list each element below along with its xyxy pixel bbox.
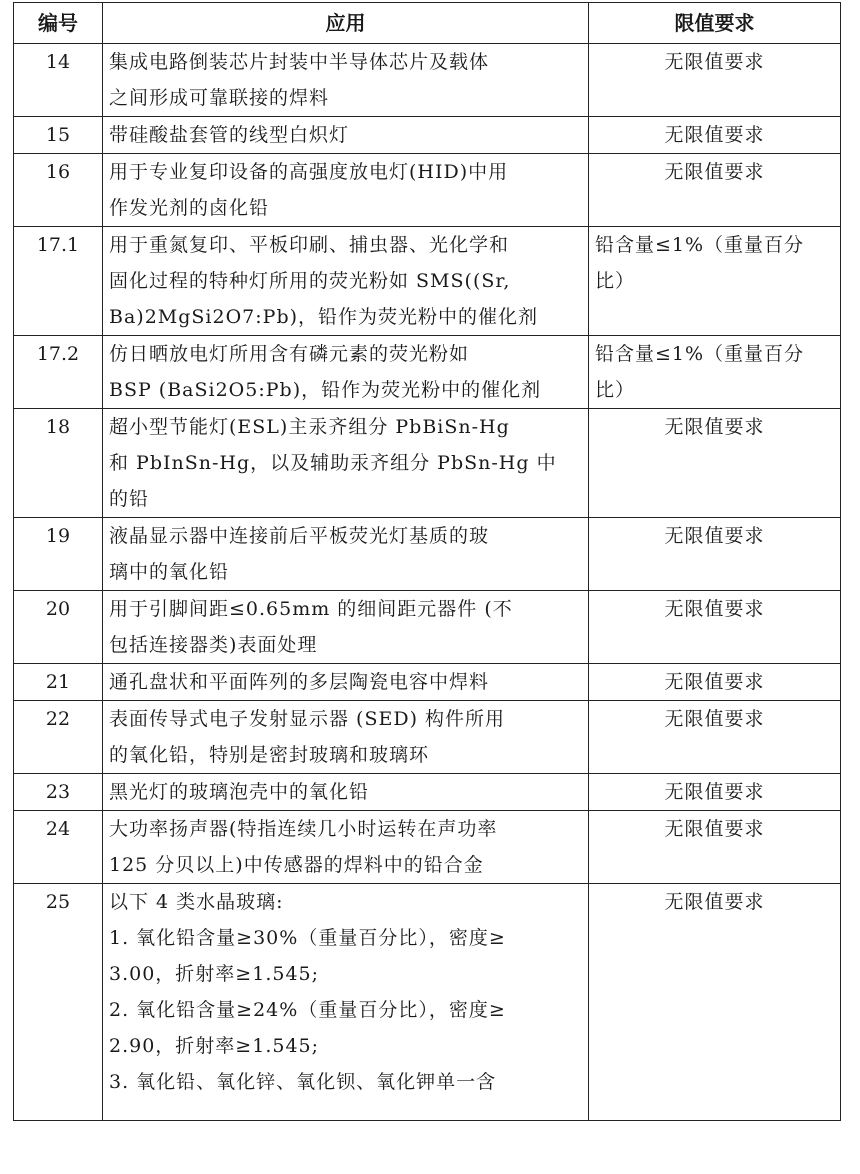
application-line: 表面传导式电子发射显示器 (SED) 构件所用 xyxy=(109,708,506,730)
row-limit xyxy=(589,774,841,811)
header-application: 应用 xyxy=(103,3,589,44)
row-id: 24 xyxy=(14,811,103,884)
application-line: 用于引脚间距≤0.65mm 的细间距元器件 (不 xyxy=(109,598,513,620)
table-row xyxy=(14,774,841,811)
row-application xyxy=(103,884,589,1121)
application-line: 用于专业复印设备的高强度放电灯(HID)中用 xyxy=(109,161,509,183)
limit-line: 无限值要求 xyxy=(664,781,765,803)
row-id: 20 xyxy=(14,591,103,664)
row-limit xyxy=(589,884,841,1121)
application-line: 1. 氧化铅含量≥30%（重量百分比），密度≥ xyxy=(109,927,506,949)
application-line: 带硅酸盐套管的线型白炽灯 xyxy=(109,124,350,146)
application-line: 包括连接器类)表面处理 xyxy=(109,634,318,656)
table-row xyxy=(14,664,841,701)
application-line: 的铅 xyxy=(109,488,150,510)
limit-line: 无限值要求 xyxy=(664,124,765,146)
row-application xyxy=(103,227,589,336)
header-limit: 限值要求 xyxy=(589,3,841,44)
row-limit xyxy=(589,154,841,227)
row-limit xyxy=(589,227,841,336)
limit-line: 无限值要求 xyxy=(664,671,765,693)
application-line: 通孔盘状和平面阵列的多层陶瓷电容中焊料 xyxy=(109,671,490,693)
table-row xyxy=(14,154,841,227)
table-body xyxy=(14,44,841,1121)
row-application xyxy=(103,44,589,117)
row-application xyxy=(103,409,589,518)
row-application xyxy=(103,518,589,591)
row-application xyxy=(103,811,589,884)
table-row xyxy=(14,518,841,591)
header-id: 编号 xyxy=(14,3,103,44)
table-row xyxy=(14,409,841,518)
row-id: 22 xyxy=(14,701,103,774)
limit-line: 铅含量≤1%（重量百分 xyxy=(595,234,805,256)
row-limit xyxy=(589,811,841,884)
application-line: 和 PbInSn-Hg，以及辅助汞齐组分 PbSn-Hg 中 xyxy=(109,452,557,474)
row-application xyxy=(103,154,589,227)
limit-line: 铅含量≤1%（重量百分 xyxy=(595,343,805,365)
exemption-table xyxy=(13,2,841,1121)
application-line: 集成电路倒装芯片封装中半导体芯片及载体 xyxy=(109,51,490,73)
row-limit xyxy=(589,518,841,591)
application-line: 的氧化铅，特别是密封玻璃和玻璃环 xyxy=(109,744,430,766)
limit-line: 比） xyxy=(595,379,636,401)
row-id: 19 xyxy=(14,518,103,591)
application-line: 黑光灯的玻璃泡壳中的氧化铅 xyxy=(109,781,370,803)
application-line: Ba)2MgSi2O7:Pb)，铅作为荧光粉中的催化剂 xyxy=(109,306,539,328)
application-line: 璃中的氧化铅 xyxy=(109,561,230,583)
row-limit xyxy=(589,664,841,701)
row-id: 15 xyxy=(14,117,103,154)
application-line: 仿日晒放电灯所用含有磷元素的荧光粉如 xyxy=(109,343,470,365)
row-application xyxy=(103,591,589,664)
row-limit xyxy=(589,117,841,154)
row-limit xyxy=(589,336,841,409)
table-row xyxy=(14,336,841,409)
row-application xyxy=(103,664,589,701)
table-row xyxy=(14,701,841,774)
row-application xyxy=(103,701,589,774)
row-id: 16 xyxy=(14,154,103,227)
table-row xyxy=(14,884,841,1121)
limit-line: 无限值要求 xyxy=(664,891,765,913)
row-id: 23 xyxy=(14,774,103,811)
limit-line: 无限值要求 xyxy=(664,416,765,438)
application-line: 3.00，折射率≥1.545; xyxy=(109,963,320,985)
row-limit xyxy=(589,409,841,518)
limit-line: 无限值要求 xyxy=(664,598,765,620)
limit-line: 无限值要求 xyxy=(664,161,765,183)
application-line: 3. 氧化铅、氧化锌、氧化钡、氧化钾单一含 xyxy=(109,1071,497,1093)
table-row xyxy=(14,44,841,117)
limit-line: 无限值要求 xyxy=(664,525,765,547)
application-line: 液晶显示器中连接前后平板荧光灯基质的玻 xyxy=(109,525,490,547)
row-id: 18 xyxy=(14,409,103,518)
table-row xyxy=(14,117,841,154)
row-limit xyxy=(589,591,841,664)
table-row xyxy=(14,227,841,336)
application-line: 大功率扬声器(特指连续几小时运转在声功率 xyxy=(109,818,498,840)
table-row xyxy=(14,591,841,664)
row-id: 17.2 xyxy=(14,336,103,409)
header-row xyxy=(14,3,841,44)
application-line: 2.90，折射率≥1.545; xyxy=(109,1035,320,1057)
application-line: 作发光剂的卤化铅 xyxy=(109,197,270,219)
application-line: 超小型节能灯(ESL)主汞齐组分 PbBiSn-Hg xyxy=(109,416,510,438)
table-row xyxy=(14,811,841,884)
application-line: 125 分贝以上)中传感器的焊料中的铅合金 xyxy=(109,854,484,876)
row-limit xyxy=(589,44,841,117)
row-application xyxy=(103,336,589,409)
row-id: 25 xyxy=(14,884,103,1121)
application-line: BSP (BaSi2O5:Pb)，铅作为荧光粉中的催化剂 xyxy=(109,379,542,401)
limit-line: 无限值要求 xyxy=(664,51,765,73)
row-id: 14 xyxy=(14,44,103,117)
limit-line: 比） xyxy=(595,270,636,292)
row-id: 17.1 xyxy=(14,227,103,336)
application-line: 用于重氮复印、平板印刷、捕虫器、光化学和 xyxy=(109,234,510,256)
application-line: 之间形成可靠联接的焊料 xyxy=(109,87,330,109)
limit-line: 无限值要求 xyxy=(664,708,765,730)
application-line: 固化过程的特种灯所用的荧光粉如 SMS((Sr, xyxy=(109,270,511,292)
row-id: 21 xyxy=(14,664,103,701)
limit-line: 无限值要求 xyxy=(664,818,765,840)
row-limit xyxy=(589,701,841,774)
row-application xyxy=(103,774,589,811)
application-line: 以下 4 类水晶玻璃: xyxy=(109,891,284,913)
row-application xyxy=(103,117,589,154)
application-line: 2. 氧化铅含量≥24%（重量百分比），密度≥ xyxy=(109,999,506,1021)
